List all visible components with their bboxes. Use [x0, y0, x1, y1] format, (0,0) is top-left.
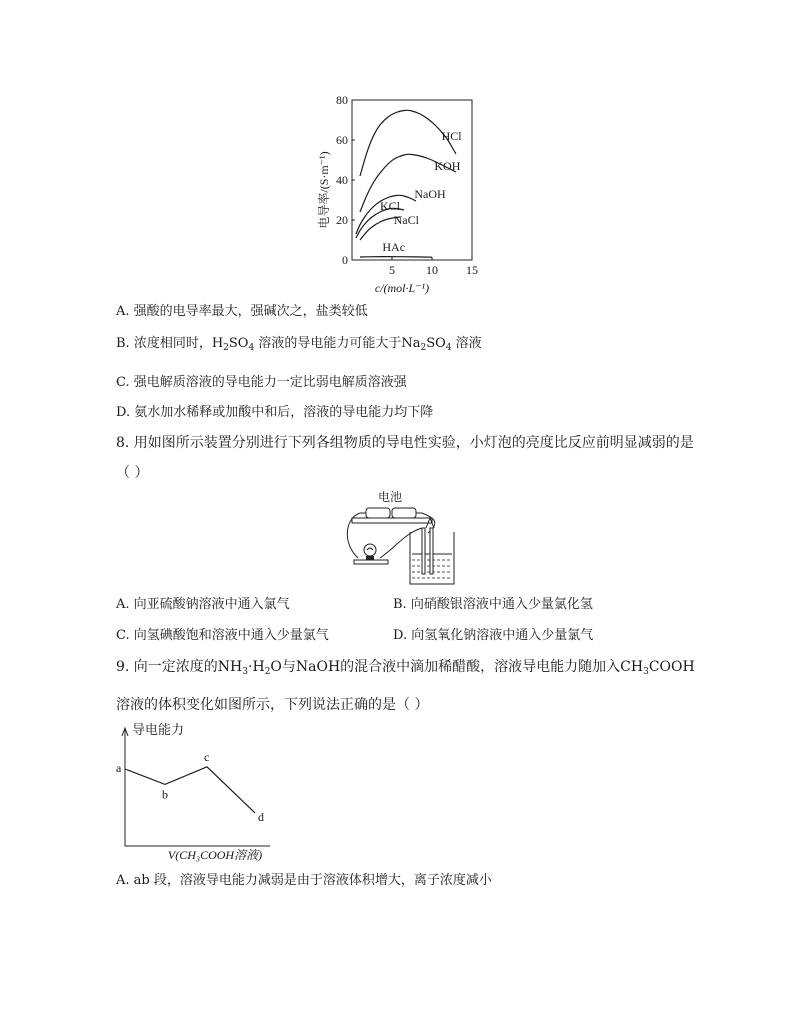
chart1-frame	[352, 100, 472, 260]
chart1-xtick-label: 15	[466, 263, 478, 277]
chart1-ytick-label: 20	[336, 213, 348, 227]
bulb-icon	[364, 544, 376, 556]
q9-sub-2: 2	[264, 667, 271, 677]
electrode-2	[430, 528, 433, 574]
chart1-xtick-label: 5	[389, 263, 395, 277]
q7-option-d: D. 氨水加水稀释或加酸中和后，溶液的导电能力均下降	[116, 405, 434, 420]
battery-board	[352, 518, 432, 523]
q7-b-text-4: SO	[426, 336, 446, 351]
series-label-hcl: HCl	[441, 129, 462, 143]
q8-option-a: A. 向亚硫酸钠溶液中通入氯气	[116, 597, 290, 612]
chart2-point-label-d: d	[258, 810, 264, 824]
chart2-point-label-b: b	[162, 787, 168, 802]
chart2-point-label-c: c	[204, 749, 210, 764]
series-label-hac: HAc	[382, 240, 406, 254]
q8-option-c: C. 向氢碘酸饱和溶液中通入少量氯气	[116, 628, 329, 643]
q9-stem-2: ·H	[248, 659, 265, 675]
chart1-ylabel: 电导率/(S·m⁻¹)	[317, 151, 331, 229]
chart2-axes	[125, 730, 270, 846]
q9-stem-3: O与NaOH的混合液中滴加稀醋酸，溶液导电能力随加入CH	[270, 659, 644, 675]
chart1-xlabel: c/(mol·L⁻¹)	[374, 281, 430, 295]
battery-cell-2	[392, 508, 416, 518]
series-label-kcl: KCl	[380, 199, 401, 213]
q7-b-sub-3: 2	[420, 343, 427, 353]
chart1-ytick-label: 0	[342, 253, 348, 267]
q9-stem	[116, 658, 695, 681]
q9-sub-1: 3	[242, 667, 249, 677]
chart1-ytick-label: 40	[336, 173, 348, 187]
conductivity-apparatus	[340, 488, 470, 588]
chart2-point-label-a: a	[116, 761, 122, 775]
chart2-series	[116, 750, 264, 824]
q7-b-sub-4: 4	[445, 343, 452, 353]
q9-option-a: A. ab 段，溶液导电能力减弱是由于溶液体积增大，离子浓度减小	[116, 873, 492, 888]
chart2-ylabel: 导电能力	[132, 722, 185, 737]
series-label-koh: KOH	[434, 159, 461, 173]
q9-sub-3: 3	[643, 667, 649, 677]
battery-label: 电池	[377, 490, 403, 504]
series-label-nacl: NaCl	[393, 213, 419, 227]
q9-chart	[110, 718, 300, 868]
q7-b-text-2: SO	[228, 336, 249, 351]
q8-option-d: D. 向氢氧化钠溶液中通入少量氯气	[393, 628, 594, 643]
q7-option-c: C. 强电解质溶液的导电能力一定比弱电解质溶液强	[116, 375, 407, 390]
chart2-xlabel: V(CH₃COOH溶液)	[167, 848, 263, 862]
battery-cell-1	[366, 508, 390, 518]
chart1-series	[356, 110, 462, 257]
q7-option-b	[116, 335, 482, 357]
q9-stem-4: COOH	[648, 659, 695, 675]
q7-b-text-5: 溶液	[451, 336, 482, 351]
q8-paren: （ ）	[116, 465, 149, 481]
q9-stem-line2: 溶液的体积变化如图所示，下列说法正确的是（ ）	[116, 697, 429, 713]
chart1-ytick-label: 80	[336, 93, 348, 107]
chart1-xtick-label: 10	[426, 263, 438, 277]
electrode-1	[422, 528, 425, 574]
q7-b-sub-1: 2	[223, 343, 229, 353]
series-line-hac	[360, 257, 432, 258]
q7-option-a: A. 强酸的电导率最大，强碱次之，盐类较低	[116, 304, 368, 319]
chart1-ytick-label: 60	[336, 133, 348, 147]
q7-b-text-1: B. 浓度相同时，H	[116, 336, 224, 351]
q7-b-sub-2: 4	[248, 343, 255, 353]
chart2-line	[125, 767, 255, 813]
q8-option-b: B. 向硝酸银溶液中通入少量氯化氢	[393, 597, 593, 612]
q7-b-text-3: 溶液的导电能力可能大于Na	[254, 336, 421, 351]
series-label-naoh: NaOH	[414, 187, 446, 201]
q8-stem: 8. 用如图所示装置分别进行下列各组物质的导电性实验，小灯泡的亮度比反应前明显减弱的是	[116, 435, 694, 451]
conductivity-chart	[310, 90, 490, 300]
q9-stem-1: 9. 向一定浓度的NH	[116, 659, 243, 675]
bulb-base	[354, 560, 388, 564]
